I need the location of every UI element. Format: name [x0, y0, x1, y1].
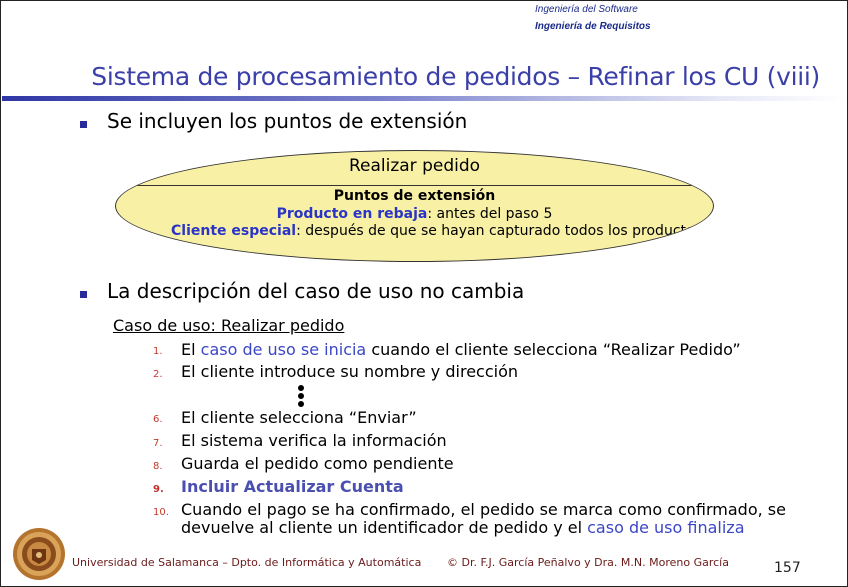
step-10-line-2 [181, 518, 745, 537]
extension-points-title: Puntos de extensión [333, 188, 496, 204]
extension-point-1-text: : antes del paso 5 [427, 206, 553, 222]
extension-point-2-label: Cliente especial [171, 223, 297, 239]
header-course: Ingeniería del Software [535, 4, 638, 15]
university-seal-icon [12, 527, 66, 581]
step-number: 9. [153, 484, 164, 495]
step-number: 1. [153, 346, 163, 357]
extension-point-2 [171, 223, 702, 239]
bullet-text-1: Se incluyen los puntos de extensión [107, 109, 468, 133]
bullet-icon [80, 121, 87, 128]
extension-point-1-label: Producto en rebaja [276, 206, 428, 222]
usecase-ellipse [115, 150, 714, 262]
step-7: El sistema verifica la información [181, 431, 447, 450]
step-8: Guarda el pedido como pendiente [181, 454, 454, 473]
step-number: 8. [153, 461, 163, 472]
usecase-divider [116, 185, 713, 186]
step-1-post: cuando el cliente selecciona “Realizar Pedido” [366, 340, 741, 359]
extension-point-2-text: : después de que se hayan capturado todos los productos [296, 223, 702, 239]
step-1 [181, 340, 741, 359]
title-rule [2, 96, 846, 101]
footer-authors: © Dr. F.J. García Peñalvo y Dra. M.N. Moreno García [447, 556, 729, 569]
step-10-pre: devuelve al cliente un identificador de pedido y el [181, 518, 588, 537]
step-1-pre: El [181, 340, 201, 359]
page-number: 157 [774, 560, 801, 576]
step-number: 6. [153, 414, 163, 425]
footer-institution: Universidad de Salamanca – Dpto. de Informática y Automática [72, 556, 422, 569]
step-number: 7. [153, 438, 163, 449]
header-topic: Ingeniería de Requisitos [535, 21, 651, 32]
bullet-text-2: La descripción del caso de uso no cambia [107, 279, 525, 303]
step-number: 2. [153, 369, 163, 380]
step-6: El cliente selecciona “Enviar” [181, 408, 417, 427]
step-9: Incluir Actualizar Cuenta [181, 477, 404, 496]
bullet-icon [80, 291, 87, 298]
usecase-name: Realizar pedido [348, 156, 481, 176]
step-1-link[interactable]: caso de uso se inicia [200, 340, 367, 359]
slide-title: Sistema de procesamiento de pedidos – Refinar los CU (viii) [91, 62, 820, 91]
case-title: Caso de uso: Realizar pedido [113, 316, 345, 335]
step-number: 10. [153, 507, 169, 518]
step-10-line-1: Cuando el pago se ha confirmado, el pedido se marca como confirmado, se [181, 500, 786, 519]
ellipsis-dots-icon [298, 385, 304, 409]
extension-point-1 [116, 206, 713, 222]
step-10-link[interactable]: caso de uso finaliza [587, 518, 745, 537]
step-2: El cliente introduce su nombre y dirección [181, 362, 518, 381]
